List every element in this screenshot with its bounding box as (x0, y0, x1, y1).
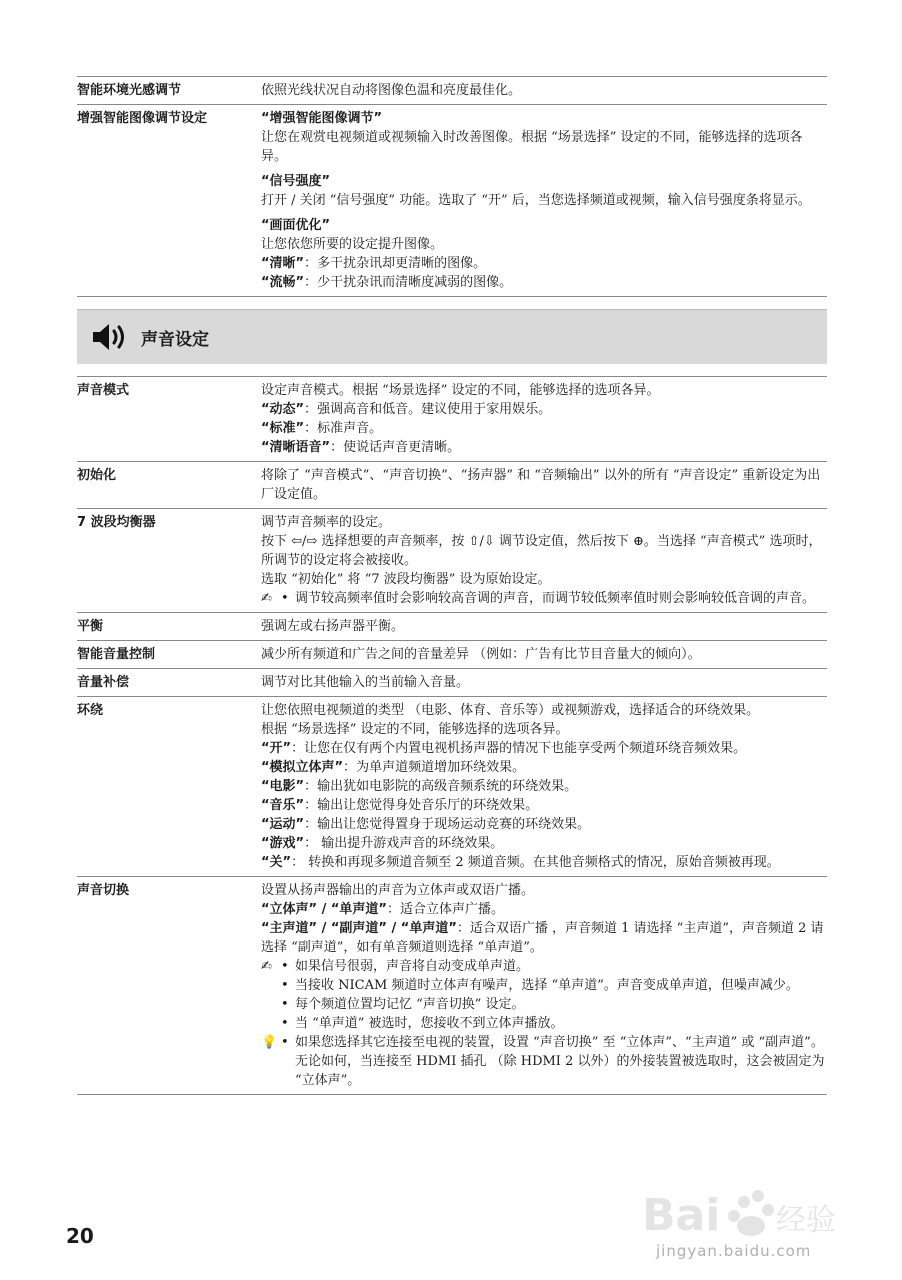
note-item (261, 589, 827, 608)
option-item (261, 815, 827, 834)
option-label: “清晰语音” (261, 440, 331, 455)
watermark-url: jingyan.baidu.com (656, 1242, 812, 1260)
description-text: 按下 ⇦/⇨ 选择想要的声音频率，按 ⇧/⇩ 调节设定值，然后按下 ⊕。当选择 “声音模式” 选项时，所调节的设定将会被接收。 (261, 534, 822, 568)
setting-term: 增强智能图像调节设定 (77, 111, 208, 126)
option-text: ：让您在仅有两个内置电视机扬声器的情况下也能享受两个频道环绕音频效果。 (291, 741, 747, 756)
note-pencil-icon: ✍ (261, 959, 272, 974)
bullet-icon: • (281, 997, 289, 1012)
option-item (261, 438, 827, 457)
option-item (261, 739, 827, 758)
setting-term: 7 波段均衡器 (77, 515, 156, 530)
option-label: “关” (261, 855, 292, 870)
bullet-icon: • (281, 959, 289, 974)
setting-term: 智能音量控制 (77, 647, 156, 662)
table-row (77, 509, 827, 613)
option-label: “游戏” (261, 836, 305, 851)
setting-description (261, 641, 827, 669)
option-item (261, 419, 827, 438)
table-row (77, 77, 827, 105)
option-heading: “画面优化” (261, 218, 331, 233)
table-row (77, 462, 827, 509)
option-text: ：为单声道频道增加环绕效果。 (343, 760, 526, 775)
note-pencil-icon (261, 1014, 281, 1033)
option-item (261, 777, 827, 796)
description-text: 让您依您所要的设定提升图像。 (261, 237, 444, 252)
description-text: 调节对比其他输入的当前输入音量。 (261, 675, 470, 690)
note-text: 当接收 NICAM 频道时立体声有噪声，选择 “单声道”。声音变成单声道，但噪声减少。 (295, 978, 799, 993)
option-text: ： 输出提升游戏声音的环绕效果。 (304, 836, 504, 851)
description-text: 让您依照电视频道的类型 （电影、体育、音乐等）或视频游戏，选择适合的环绕效果。 (261, 703, 760, 718)
svg-text:经验: 经验 (776, 1203, 836, 1238)
setting-description (261, 509, 827, 613)
note-pencil-icon (261, 995, 281, 1014)
manual-page (77, 76, 827, 1095)
option-heading: “增强智能图像调节” (261, 111, 383, 126)
note-item (261, 957, 827, 976)
option-item (261, 834, 827, 853)
option-item (261, 900, 827, 919)
note-text: 每个频道位置均记忆 “声音切换” 设定。 (295, 997, 525, 1012)
description-text: 将除了 “声音模式”、“声音切换”、“扬声器” 和 “音频输出” 以外的所有 “声音设定” 重新设定为出厂设定值。 (261, 468, 821, 502)
option-text: ：输出让您觉得身处音乐厅的环绕效果。 (304, 798, 539, 813)
page-number: 20 (66, 1224, 94, 1248)
option-heading: “信号强度” (261, 174, 331, 189)
option-item (261, 853, 827, 872)
bullet-icon: • (281, 591, 289, 606)
note-text: 调节较高频率值时会影响较高音调的声音，而调节较低频率值时则会影响较低音调的声音。 (295, 591, 816, 606)
bullet-icon: • (281, 1035, 289, 1050)
option-label: “标准” (261, 421, 305, 436)
note-text: 如果您选择其它连接至电视的装置，设置 “声音切换” 至 “立体声”、“主声道” 或 “副声道”。无论如何，当连接至 HDMI 插孔 （除 HDMI 2 以外）的外接装置被选取时，这会被固定为 “立体声”。 (295, 1035, 825, 1088)
table-row (77, 669, 827, 697)
option-label: “动态” (261, 402, 305, 417)
option-text: ：输出让您觉得置身于现场运动竞赛的环绕效果。 (304, 817, 591, 832)
setting-description (261, 669, 827, 697)
option-label: “运动” (261, 817, 305, 832)
setting-term: 声音模式 (77, 383, 130, 398)
setting-description (261, 77, 827, 105)
option-label: “主声道” / “副声道” / “单声道” (261, 921, 457, 936)
description-text: 调节声音频率的设定。 (261, 515, 392, 530)
settings-table-picture (77, 76, 827, 297)
option-label: “清晰” (261, 256, 305, 271)
tip-icon: 💡 (261, 1035, 278, 1050)
note-pencil-icon: ✍ (261, 591, 272, 606)
option-text: ：适合立体声广播。 (386, 902, 504, 917)
option-text: ：强调高音和低音。建议使用于家用娱乐。 (304, 402, 552, 417)
setting-description (261, 877, 827, 1095)
note-item (261, 1014, 827, 1033)
option-text: ：输出犹如电影院的高级音频系统的环绕效果。 (304, 779, 578, 794)
bullet-icon: • (281, 978, 289, 993)
option-label: “电影” (261, 779, 305, 794)
setting-description (261, 613, 827, 641)
table-row (77, 641, 827, 669)
option-item (261, 758, 827, 777)
note-text: 如果信号很弱，声音将自动变成单声道。 (295, 959, 530, 974)
option-label: “立体声” / “单声道” (261, 902, 387, 917)
option-label: “音乐” (261, 798, 305, 813)
description-text: 设定声音模式。根据 “场景选择” 设定的不同，能够选择的选项各异。 (261, 383, 660, 398)
table-row (77, 697, 827, 877)
option-item (261, 796, 827, 815)
setting-description (261, 462, 827, 509)
note-item (261, 1033, 827, 1090)
option-item (261, 254, 827, 273)
option-item (261, 273, 827, 292)
option-item (261, 919, 827, 957)
description-text: 打开 / 关闭 “信号强度” 功能。选取了 “开” 后，当您选择频道或视频，输入信号强度条将显示。 (261, 193, 811, 208)
table-row (77, 105, 827, 297)
description-text: 强调左或右扬声器平衡。 (261, 619, 405, 634)
setting-term: 初始化 (77, 468, 117, 483)
svg-text:Bai: Bai (642, 1190, 721, 1241)
setting-term: 音量补偿 (77, 675, 130, 690)
description-text: 设置从扬声器输出的声音为立体声或双语广播。 (261, 883, 535, 898)
option-text: ：少干扰杂讯而清晰度减弱的图像。 (304, 275, 513, 290)
settings-table-sound (77, 376, 827, 1095)
option-item (261, 400, 827, 419)
option-label: “模拟立体声” (261, 760, 344, 775)
description-text: 根据 “场景选择” 设定的不同，能够选择的选项各异。 (261, 722, 569, 737)
section-header (77, 309, 827, 364)
option-label: “流畅” (261, 275, 305, 290)
description-text: 让您在观赏电视频道或视频输入时改善图像。根据 “场景选择” 设定的不同，能够选择的选项各异。 (261, 130, 803, 164)
note-item (261, 976, 827, 995)
setting-description (261, 105, 827, 297)
option-text: ：适合双语广播 ，声音频道 1 请选择 “主声道”，声音频道 2 请选择 “副声道”，如有单音频道则选择 “单声道”。 (261, 921, 824, 955)
option-label: “开” (261, 741, 292, 756)
note-text: 当 “单声道” 被选时，您接收不到立体声播放。 (295, 1016, 564, 1031)
table-row (77, 877, 827, 1095)
option-text: ： 转换和再现多频道音频至 2 频道音频。在其他音频格式的情况，原始音频被再现。 (291, 855, 780, 870)
section-title: 声音设定 (141, 329, 209, 350)
setting-term: 平衡 (77, 619, 104, 634)
table-row (77, 377, 827, 462)
setting-term: 声音切换 (77, 883, 130, 898)
description-text: 减少所有频道和广告之间的音量差异 （例如：广告有比节目音量大的倾向）。 (261, 647, 701, 662)
table-row (77, 613, 827, 641)
description-text: 依照光线状况自动将图像色温和亮度最佳化。 (261, 83, 522, 98)
setting-description (261, 697, 827, 877)
speaker-icon (91, 321, 131, 353)
option-text: ：使说话声音更清晰。 (330, 440, 461, 455)
setting-term: 智能环境光感调节 (77, 83, 182, 98)
description-text: 选取 “初始化” 将 “7 波段均衡器” 设为原始设定。 (261, 572, 551, 587)
note-pencil-icon (261, 976, 281, 995)
setting-term: 环绕 (77, 703, 104, 718)
option-text: ：多干扰杂讯却更清晰的图像。 (304, 256, 487, 271)
bullet-icon: • (281, 1016, 289, 1031)
note-item (261, 995, 827, 1014)
setting-description (261, 377, 827, 462)
option-text: ：标准声音。 (304, 421, 383, 436)
